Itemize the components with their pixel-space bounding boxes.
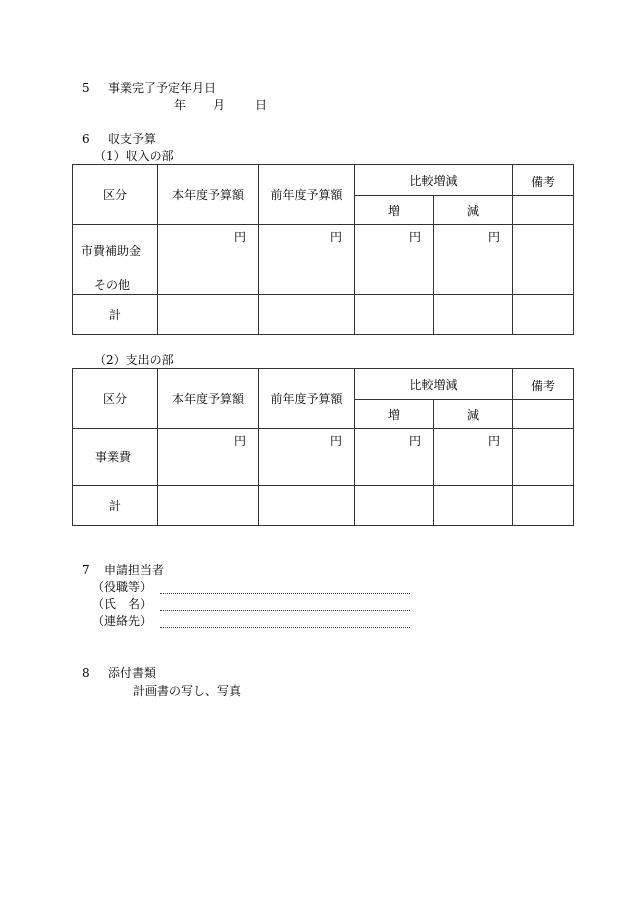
header-remarks-blank (513, 400, 574, 429)
income-total-label: 計 (73, 295, 158, 335)
income-total-current (158, 295, 259, 335)
section-7-title: 申請担当者 (104, 563, 165, 577)
field-label-position: （役職等） (92, 580, 153, 594)
income-section-title: （1）収入の部 (94, 149, 174, 163)
income-decrease-yen: 円 (434, 225, 513, 295)
section-8-number: 8 (82, 666, 90, 680)
expense-current-yen: 円 (158, 429, 259, 486)
income-total-previous (259, 295, 355, 335)
expense-total-remarks (513, 486, 574, 526)
header-remarks-blank (513, 196, 574, 225)
field-line-contact[interactable] (160, 627, 410, 628)
section-5-number: 5 (82, 81, 90, 95)
expense-previous-yen: 円 (259, 429, 355, 486)
expense-total-decrease (434, 486, 513, 526)
expense-table (72, 368, 574, 526)
field-line-position[interactable] (160, 593, 410, 594)
expense-section-title: （2）支出の部 (94, 353, 174, 367)
date-day-label: 日 (255, 98, 268, 112)
expense-remarks-cell (513, 429, 574, 486)
income-total-increase (355, 295, 434, 335)
header-remarks: 備考 (513, 165, 574, 196)
income-increase-yen: 円 (355, 225, 434, 295)
date-year-label: 年 (174, 98, 187, 112)
date-month-label: 月 (213, 98, 226, 112)
expense-row-project-cost: 事業費 (95, 450, 132, 464)
expense-total-current (158, 486, 259, 526)
income-row-other: その他 (94, 278, 131, 292)
header-remarks: 備考 (513, 369, 574, 400)
income-category-cell (73, 225, 158, 295)
header-comparison: 比較増減 (355, 369, 513, 400)
header-decrease: 減 (434, 196, 513, 225)
header-comparison: 比較増減 (355, 165, 513, 196)
expense-total-previous (259, 486, 355, 526)
section-6-title: 収支予算 (108, 132, 157, 146)
section-8-title: 添付書類 (108, 666, 157, 680)
section-6-number: 6 (82, 132, 90, 146)
header-current-budget: 本年度予算額 (158, 369, 259, 429)
header-decrease: 減 (434, 400, 513, 429)
attachment-list: 計画書の写し、写真 (133, 684, 242, 698)
header-previous-budget: 前年度予算額 (259, 369, 355, 429)
expense-category-cell (73, 429, 158, 486)
header-increase: 増 (355, 196, 434, 225)
field-label-contact: （連絡先） (92, 614, 153, 628)
header-increase: 増 (355, 400, 434, 429)
header-current-budget: 本年度予算額 (158, 165, 259, 225)
header-previous-budget: 前年度予算額 (259, 165, 355, 225)
income-total-remarks (513, 295, 574, 335)
header-category: 区分 (73, 165, 158, 225)
section-5-title: 事業完了予定年月日 (108, 81, 217, 95)
income-table (72, 164, 574, 335)
income-previous-yen: 円 (259, 225, 355, 295)
expense-total-increase (355, 486, 434, 526)
header-category: 区分 (73, 369, 158, 429)
section-7-number: 7 (82, 563, 90, 577)
income-total-decrease (434, 295, 513, 335)
income-remarks-cell (513, 225, 574, 295)
field-label-name: （氏 名） (92, 597, 153, 611)
income-row-subsidy: 市費補助金 (81, 244, 142, 258)
income-current-yen: 円 (158, 225, 259, 295)
expense-total-label: 計 (73, 486, 158, 526)
expense-increase-yen: 円 (355, 429, 434, 486)
expense-decrease-yen: 円 (434, 429, 513, 486)
field-line-name[interactable] (160, 610, 410, 611)
